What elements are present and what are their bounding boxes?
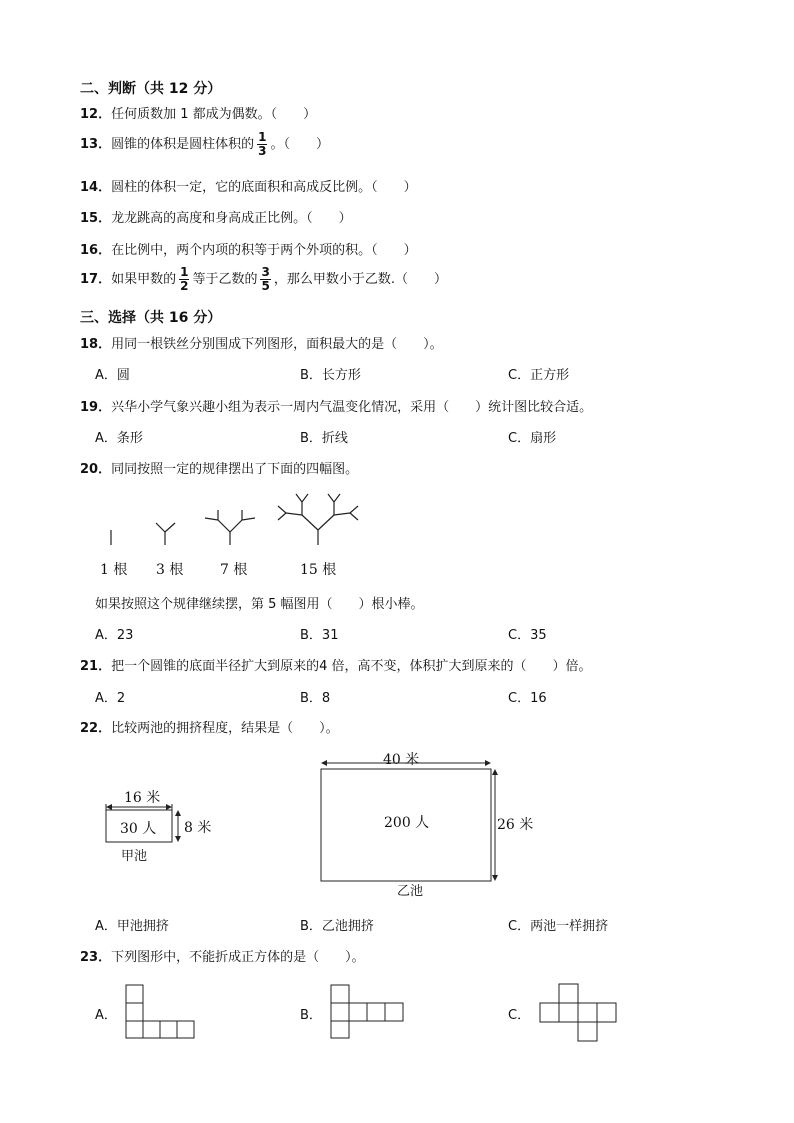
fraction-denominator: 5 (261, 279, 270, 293)
pool-jia-height: 8 米 (184, 820, 212, 836)
question-20-followup: 如果按照这个规律继续摆，第 5 幅图用（ ）根小棒。 (95, 597, 424, 612)
question-number: 13． (80, 137, 112, 152)
fraction (260, 266, 270, 293)
question-16 (80, 239, 417, 258)
option-a: A．圆 (95, 368, 130, 383)
option-b: B．8 (300, 691, 331, 706)
option-b: B．乙池拥挤 (300, 919, 374, 934)
question-text-end: 。（ ） (270, 137, 329, 152)
fraction-denominator: 3 (258, 144, 267, 158)
option-c: C．扇形 (508, 431, 557, 446)
fraction (179, 266, 189, 293)
cube-net-b (330, 984, 406, 1040)
question-text: 任何质数加 1 都成为偶数。（ ） (111, 107, 317, 122)
question-text: 龙龙跳高的高度和身高成正比例。（ ） (111, 211, 352, 226)
tree-3 (205, 510, 255, 545)
pool-jia-name: 甲池 (121, 849, 148, 864)
option-c: C．两池一样拥挤 (508, 919, 609, 934)
tree-label-2: 3 根 (156, 562, 184, 578)
question-20 (80, 458, 358, 477)
question-15 (80, 207, 352, 226)
option-a: A． (95, 1008, 117, 1023)
option-a: A．2 (95, 691, 126, 706)
question-21 (80, 655, 592, 674)
pool-yi-people: 200 人 (384, 815, 430, 831)
question-number: 14． (80, 180, 112, 195)
question-number: 20． (80, 462, 112, 477)
question-number: 21． (80, 659, 112, 674)
question-number: 22． (80, 721, 112, 736)
pool-yi-height: 26 米 (497, 817, 534, 833)
option-c: C． (508, 1008, 531, 1023)
option-a: A．甲池拥挤 (95, 919, 169, 934)
question-text: 兴华小学气象兴趣小组为表示一周内气温变化情况，采用（ ）统计图比较合适。 (111, 400, 593, 415)
question-text-mid: 等于乙数的 (192, 272, 258, 287)
option-a: A．条形 (95, 431, 143, 446)
question-text: 圆锥的体积是圆柱体积的 (111, 137, 255, 152)
option-c: C．16 (508, 691, 547, 706)
tree-label-4: 15 根 (300, 562, 337, 578)
question-number: 17． (80, 272, 112, 287)
question-22 (80, 717, 339, 736)
fraction-denominator: 2 (180, 279, 189, 293)
question-number: 16． (80, 243, 112, 258)
question-number: 15． (80, 211, 112, 226)
fraction-numerator: 3 (261, 265, 270, 279)
tree-label-1: 1 根 (100, 562, 128, 578)
option-b: B．折线 (300, 431, 348, 446)
fraction (257, 131, 267, 158)
question-18 (80, 333, 443, 352)
option-c: C．35 (508, 628, 547, 643)
question-17 (80, 266, 447, 293)
pool-jia-people: 30 人 (120, 821, 157, 837)
question-text: 同同按照一定的规律摆出了下面的四幅图。 (111, 462, 359, 477)
question-12 (80, 103, 316, 122)
cube-net-c (539, 983, 621, 1043)
question-text-end: ，那么甲数小于乙数.（ ） (273, 272, 447, 287)
fraction-numerator: 1 (180, 265, 189, 279)
question-14 (80, 176, 417, 195)
tree-label-3: 7 根 (220, 562, 248, 578)
tree-2 (156, 523, 175, 545)
question-text: 用同一根铁丝分别围成下列图形，面积最大的是（ ）。 (111, 337, 443, 352)
question-19 (80, 396, 592, 415)
option-a: A．23 (95, 628, 134, 643)
question-text: 下列图形中，不能折成正方体的是（ ）。 (111, 950, 365, 965)
question-number: 23． (80, 950, 112, 965)
fraction-numerator: 1 (258, 130, 267, 144)
question-number: 12． (80, 107, 112, 122)
option-b: B．长方形 (300, 368, 361, 383)
option-b: B． (300, 1008, 322, 1023)
question-number: 19． (80, 400, 112, 415)
question-text: 圆柱的体积一定，它的底面积和高成反比例。（ ） (111, 180, 417, 195)
option-b: B．31 (300, 628, 339, 643)
tree-4 (278, 494, 358, 545)
cube-net-a (125, 984, 197, 1040)
question-text: 如果甲数的 (111, 272, 177, 287)
question-text: 在比例中，两个内项的积等于两个外项的积。（ ） (111, 243, 417, 258)
tree-figures (90, 490, 390, 555)
option-c: C．正方形 (508, 368, 570, 383)
question-text: 比较两池的拥挤程度，结果是（ ）。 (111, 721, 339, 736)
question-13 (80, 131, 329, 158)
question-text: 把一个圆锥的底面半径扩大到原来的4 倍，高不变，体积扩大到原来的（ ）倍。 (111, 659, 592, 674)
pool-yi-name: 乙池 (397, 884, 424, 899)
pool-yi-width: 40 米 (383, 752, 420, 768)
question-23 (80, 946, 365, 965)
pool-jia-width: 16 米 (124, 790, 161, 806)
question-number: 18． (80, 337, 112, 352)
section-title-choice: 三、选择（共 16 分） (80, 310, 222, 326)
section-title-judge: 二、判断（共 12 分） (80, 81, 222, 97)
